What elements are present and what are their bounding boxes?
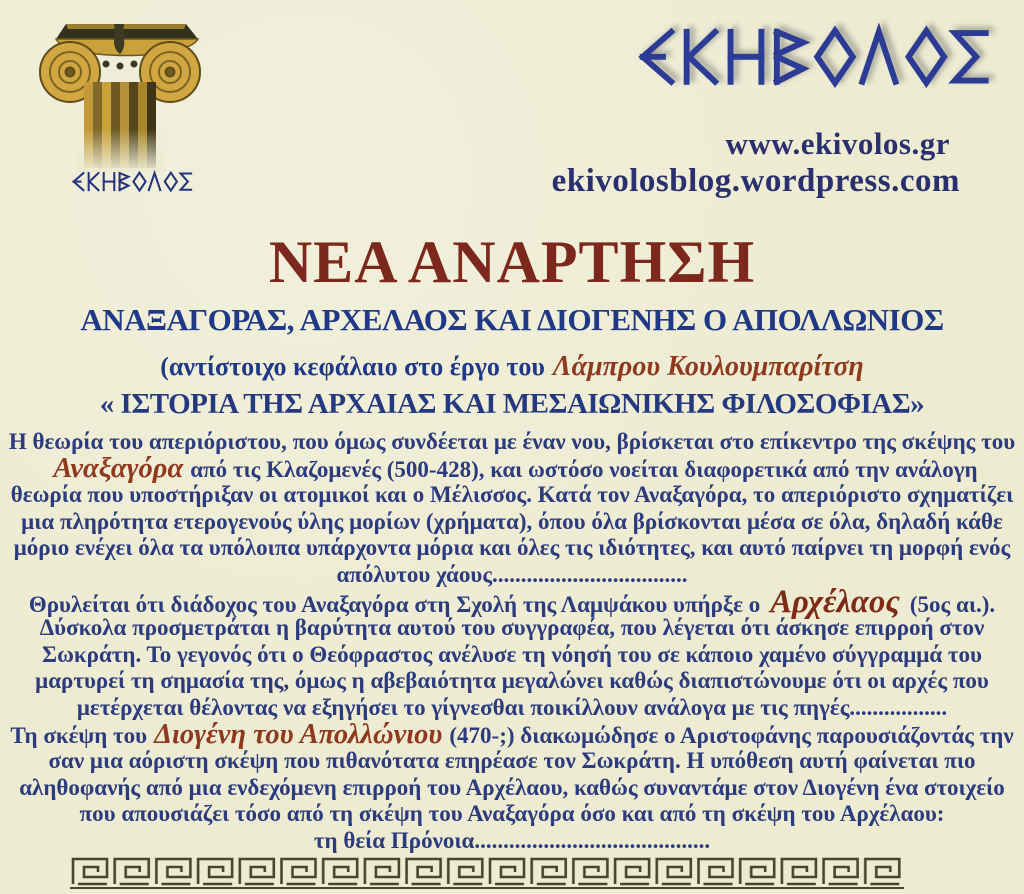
article-text: μετέρχεται θέλοντας να εξηγήσει το γίγνεσθαι ποικίλλουν ανάλογα με τις πηγές................. bbox=[76, 694, 948, 720]
article-line bbox=[0, 535, 1024, 562]
post-subtitle: ΑΝΑΞΑΓΟΡΑΣ, ΑΡΧΕΛΑΟΣ ΚΑΙ ΔΙΟΓΕΝΗΣ Ο ΑΠΟΛΛΩΝΙΟΣ bbox=[80, 302, 944, 337]
article-line bbox=[0, 642, 1024, 669]
philosopher-name: Αρχέλαος bbox=[770, 583, 900, 620]
article-line bbox=[0, 615, 1024, 642]
philosopher-name: Αναξαγόρα bbox=[53, 452, 184, 484]
article-text: Η θεωρία του απεριόριστου, που όμως συνδέεται με έναν νου, βρίσκεται στο επίκεντρο της σκέψης του bbox=[8, 429, 1016, 454]
article-text: μια πληρότητα ετερογενούς ύλης μορίων (χρήματα), όπου όλα βρίσκονται μέσα σε όλα, δηλαδή κάθε bbox=[21, 508, 1003, 534]
article-line bbox=[0, 801, 1024, 828]
article-line bbox=[0, 668, 1024, 695]
logo-caption-wordmark bbox=[72, 170, 194, 194]
site-url-link[interactable]: www.ekivolos.gr bbox=[725, 126, 950, 161]
brand-wordmark bbox=[638, 20, 994, 96]
article-text: απόλυτου χάους.................................. bbox=[336, 561, 688, 587]
author-name: Λάμπρου Κουλουμπαρίτση bbox=[552, 351, 864, 382]
article-text: (5ος αι.). bbox=[909, 591, 996, 617]
article-line bbox=[0, 718, 1024, 750]
article-line bbox=[0, 775, 1024, 802]
article-text: σαν μια αόριστη σκέψη που πιθανότατα επηρέασε τον Σωκράτη. Η υπόθεση αυτή φαίνεται πιο bbox=[48, 748, 976, 774]
blog-url-link[interactable]: ekivolosblog.wordpress.com bbox=[551, 163, 960, 199]
article-text: Δύσκολα προσμετράται η βαρύτητα αυτού του συγγραφέα, που λέγεται ότι άσκησε επιρροή στον bbox=[39, 615, 985, 641]
article-text: μαρτυρεί τη σημασία της, όμως η αβεβαιότητα μεγαλώνει καθώς διαπιστώνουμε ότι οι αρχές που bbox=[35, 668, 989, 694]
article-text: Θρυλείται ότι διάδοχος του Αναξαγόρα στη Σχολή της Λαμψάκου υπήρξε ο bbox=[28, 591, 761, 617]
article-line bbox=[0, 429, 1024, 456]
article-line bbox=[0, 509, 1024, 536]
article-text: Τη σκέψη του bbox=[10, 722, 148, 748]
article-body bbox=[0, 429, 1024, 855]
article-text: από τις Κλαζομενές (500-428), και ωστόσο νοείται διαφορετικά από την ανάλογη bbox=[190, 456, 978, 482]
article-line bbox=[0, 695, 1024, 722]
article-text: τη θεία Πρόνοια......................................... bbox=[313, 827, 711, 853]
article-text: μόριο ενέχει όλα τα υπόλοιπα υπάρχοντα μόρια και όλες τις ιδιότητες, και αυτό παίρνει τη μορφή ενός bbox=[13, 535, 1011, 561]
work-title: « ΙΣΤΟΡΙΑ ΤΗΣ ΑΡΧΑΙΑΣ ΚΑΙ ΜΕΣΑΙΩΝΙΚΗΣ ΦΙΛΟΣΟΦΙΑΣ» bbox=[99, 388, 925, 420]
article-text: Σωκράτη. Το γεγονός ότι ο Θεόφραστος ανέλυσε τη νόησή του σε κάποιο χαμένο σύγγραμμά του bbox=[42, 641, 982, 667]
article-text: που απουσιάζει τόσο από τη σκέψη του Αναξαγόρα όσο και από τη σκέψη του Αρχέλαου: bbox=[79, 801, 945, 827]
article-text: θεωρία που υποστήριξαν οι ατομικοί και ο Μέλισσος. Κατά τον Αναξαγόρα, το απεριόριστο σχηματίζει bbox=[10, 482, 1014, 508]
greek-key-border bbox=[70, 856, 904, 890]
page-title: ΝΕΑ ΑΝΑΡΤΗΣΗ bbox=[268, 229, 756, 295]
article-line bbox=[0, 452, 1024, 484]
article-line bbox=[0, 748, 1024, 775]
article-text: (470-;) διακωμώδησε ο Αριστοφάνης παρουσιάζοντάς την bbox=[449, 722, 1014, 748]
article-line bbox=[0, 583, 1024, 620]
source-line bbox=[0, 351, 1024, 383]
philosopher-name: Διογένη του Απολλώνιου bbox=[154, 718, 443, 750]
article-line bbox=[0, 482, 1024, 509]
ionic-column-logo bbox=[26, 6, 214, 172]
article-line bbox=[0, 828, 1024, 855]
source-prefix: (αντίστοιχο κεφάλαιο στο έργο του bbox=[160, 352, 545, 381]
article-text: αληθοφανής από μια ενδεχόμενη επιρροή του Αρχέλαου, καθώς συναντάμε στον Διογένη ένα στοιχείο bbox=[19, 774, 1005, 800]
